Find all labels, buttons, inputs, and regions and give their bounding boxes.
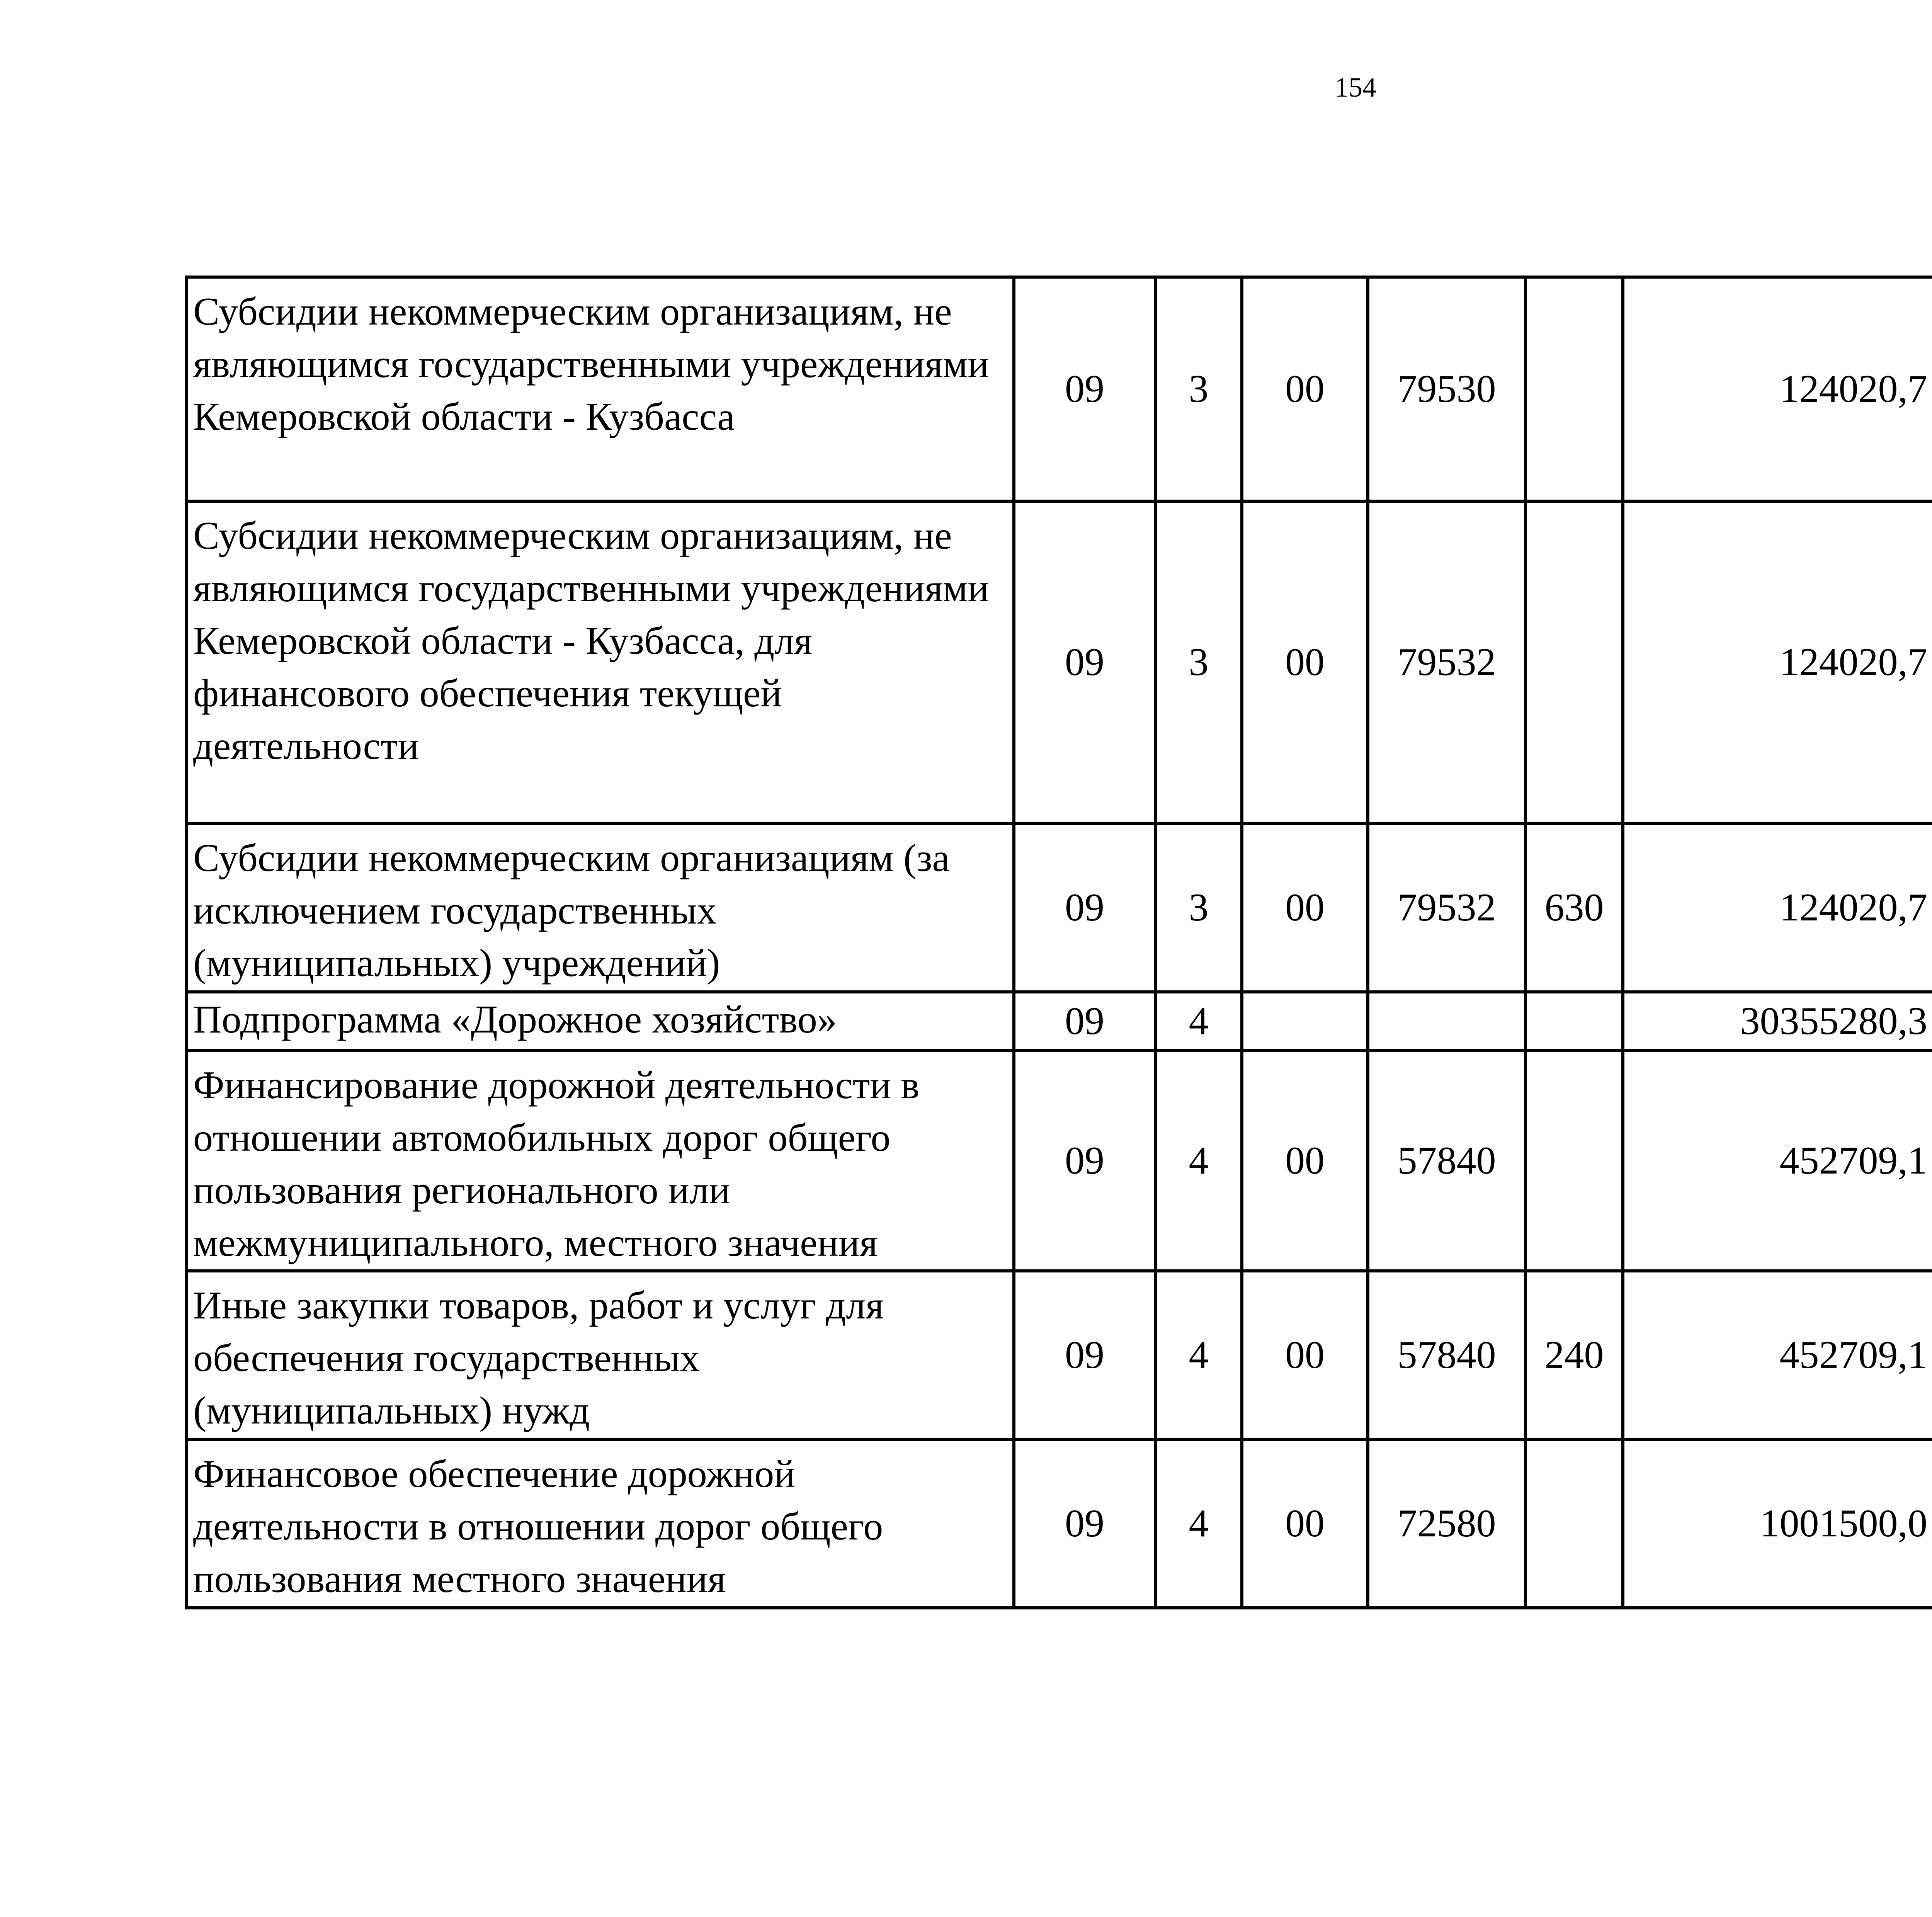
section-code: 09: [1014, 992, 1155, 1051]
kind-code: [1526, 501, 1623, 823]
row-name: Финансовое обеспечение дорожной деятельности в отношении дорог общего пользования местного значения: [186, 1439, 1014, 1608]
group-code: 00: [1242, 1439, 1368, 1608]
amount-year-1: 124020,7: [1623, 501, 1932, 823]
table-row: [186, 992, 1932, 1051]
row-name: Подпрограмма «Дорожное хозяйство»: [186, 992, 1014, 1051]
group-code: [1242, 992, 1368, 1051]
section-code: 09: [1014, 1271, 1155, 1439]
row-name: Субсидии некоммерческим организациям, не являющимся государственными учреждениями Кемеровской области - Кузбасса, для финансового обеспечения текущей деятельности: [186, 501, 1014, 823]
kind-code: [1526, 1439, 1623, 1608]
direction-code: [1368, 992, 1526, 1051]
direction-code: 72580: [1368, 1439, 1526, 1608]
kind-code: [1526, 277, 1623, 501]
section-code: 09: [1014, 277, 1155, 501]
subprogram-code: 3: [1155, 823, 1242, 992]
section-code: 09: [1014, 501, 1155, 823]
amount-year-1: 452709,1: [1623, 1051, 1932, 1271]
table-row: [186, 277, 1932, 501]
section-code: 09: [1014, 1051, 1155, 1271]
table-row: [186, 1271, 1932, 1439]
table-row: [186, 501, 1932, 823]
direction-code: 79532: [1368, 501, 1526, 823]
group-code: 00: [1242, 1051, 1368, 1271]
subprogram-code: 4: [1155, 1439, 1242, 1608]
budget-table: [185, 276, 1932, 1609]
subprogram-code: 4: [1155, 1271, 1242, 1439]
row-name: Иные закупки товаров, работ и услуг для обеспечения государственных (муниципальных) нужд: [186, 1271, 1014, 1439]
group-code: 00: [1242, 1271, 1368, 1439]
direction-code: 79532: [1368, 823, 1526, 992]
row-name: Субсидии некоммерческим организациям (за исключением государственных (муниципальных) учреждений): [186, 823, 1014, 992]
amount-year-1: 30355280,3: [1623, 992, 1932, 1051]
direction-code: 79530: [1368, 277, 1526, 501]
row-name: Финансирование дорожной деятельности в отношении автомобильных дорог общего пользования регионального или межмуниципального, местного значения: [186, 1051, 1014, 1271]
table-row: [186, 1051, 1932, 1271]
subprogram-code: 3: [1155, 277, 1242, 501]
row-name: Субсидии некоммерческим организациям, не являющимся государственными учреждениями Кемеровской области - Кузбасса: [186, 277, 1014, 501]
group-code: 00: [1242, 823, 1368, 992]
table-row: [186, 823, 1932, 992]
kind-code: [1526, 992, 1623, 1051]
amount-year-1: 124020,7: [1623, 823, 1932, 992]
amount-year-1: 124020,7: [1623, 277, 1932, 501]
subprogram-code: 4: [1155, 1051, 1242, 1271]
group-code: 00: [1242, 501, 1368, 823]
group-code: 00: [1242, 277, 1368, 501]
direction-code: 57840: [1368, 1271, 1526, 1439]
section-code: 09: [1014, 823, 1155, 992]
section-code: 09: [1014, 1439, 1155, 1608]
kind-code: [1526, 1051, 1623, 1271]
page-number: 154: [1335, 72, 1376, 103]
amount-year-1: 452709,1: [1623, 1271, 1932, 1439]
table-row: [186, 1439, 1932, 1608]
subprogram-code: 4: [1155, 992, 1242, 1051]
direction-code: 57840: [1368, 1051, 1526, 1271]
amount-year-1: 1001500,0: [1623, 1439, 1932, 1608]
subprogram-code: 3: [1155, 501, 1242, 823]
kind-code: 630: [1526, 823, 1623, 992]
kind-code: 240: [1526, 1271, 1623, 1439]
